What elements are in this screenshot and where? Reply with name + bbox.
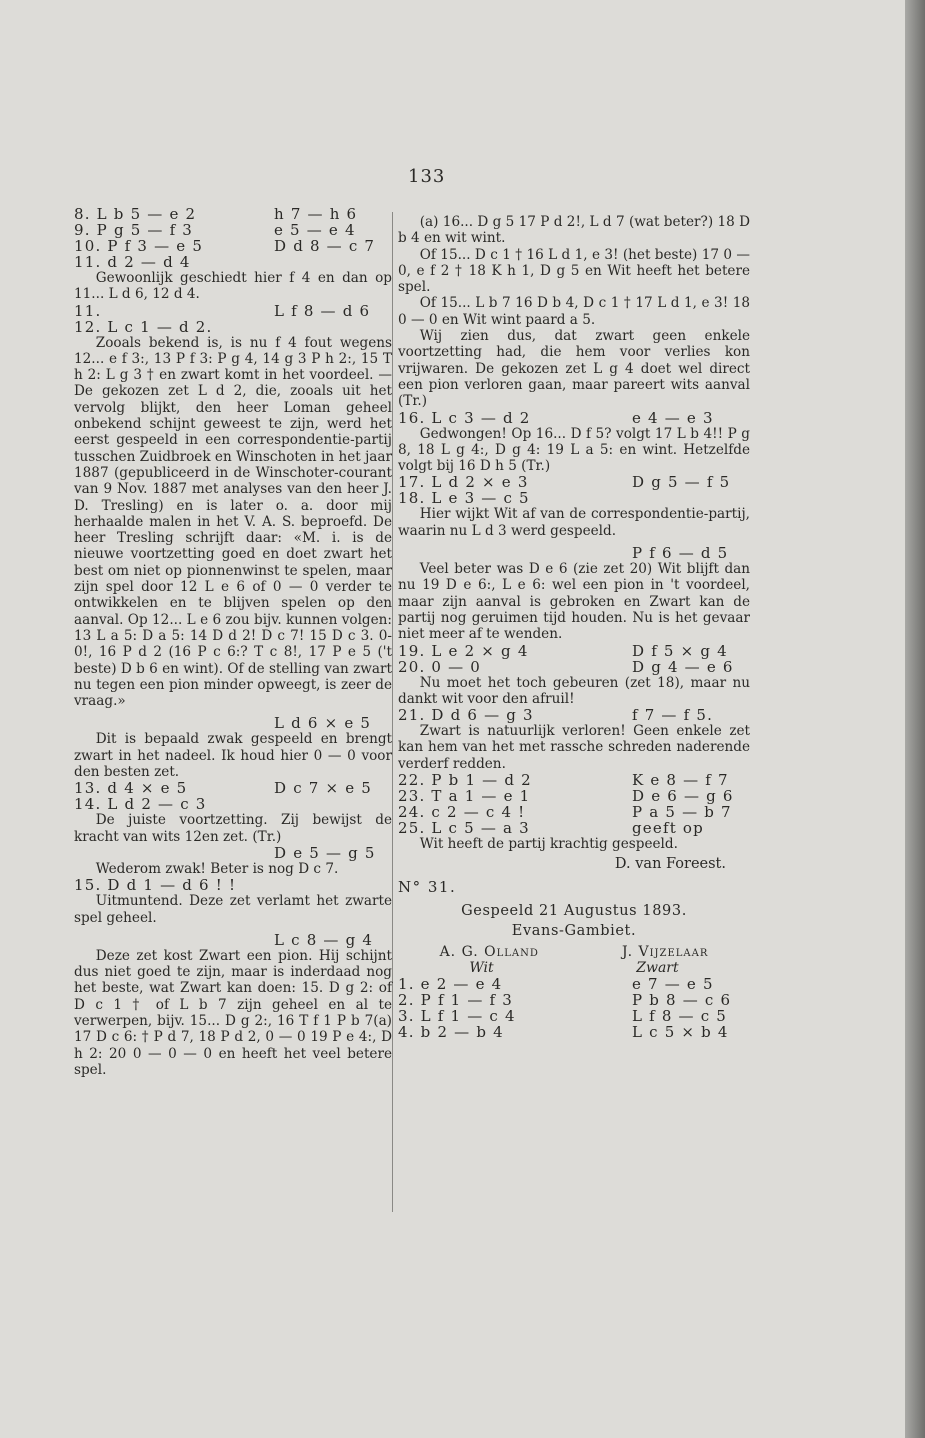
move-line: 16. L c 3 — d 2 e 4 — e 3: [398, 408, 714, 427]
annotation: Deze zet kost Zwart een pion. Hij schijnt dus niet goed te zijn, maar is inderdaad nog het beste, wat Zwart kan doen: 15. D g 2: of D c 1 † of L b 7 zijn geheel en al te verwerpen, bijv. 15... D g 2:, 16 T f 1 P b 7(a) 17 D c 6: † P d 7, 18 P d 2, 0 — 0 19 P e 4:, D h 2: 20 0 — 0 — 0 en heeft het veel betere spel.: [74, 947, 392, 1078]
annotation: Of 15... D c 1 † 16 L d 1, e 3! (het beste) 17 0 — 0, e f 2 † 18 K h 1, D g 5 en Wit heeft het betere spel.: [398, 246, 750, 296]
move-line: L c 8 — g 4: [274, 930, 374, 949]
move-line: L d 6 × e 5: [274, 714, 372, 733]
black-player: J. Vijzelaar: [622, 943, 709, 960]
annotation: Gewoonlijk geschiedt hier f 4 en dan op 11... L d 6, 12 d 4.: [74, 270, 392, 303]
annotation: Gedwongen! Op 16... D f 5? volgt 17 L b 4!! P g 8, 18 L g 4:, D g 4: 19 L a 5: en wint. Hetzelfde volgt bij 16 D h 5 (Tr.): [398, 425, 750, 475]
annotation: Of 15... L b 7 16 D b 4, D c 1 † 17 L d 1, e 3! 18 0 — 0 en Wit wint paard a 5.: [398, 295, 750, 328]
annotation: (a) 16... D g 5 17 P d 2!, L d 7 (wat beter?) 18 D b 4 en wit wint.: [398, 214, 750, 247]
annotation: Wij zien dus, dat zwart geen enkele voortzetting had, die hem voor verlies kon vrijwaren. De gekozen zet L g 4 doet wel direct een pion verloren gaan, maar pareert wits aanval (Tr.): [398, 328, 750, 410]
move-line: 21. D d 6 — g 3 f 7 — f 5.: [398, 706, 714, 725]
move-line: 23. T a 1 — e 1 D e 6 — g 6: [398, 787, 734, 806]
black-label: Zwart: [636, 959, 679, 976]
move-line: 8. L b 5 — e 2 h 7 — h 6: [74, 205, 358, 223]
move-line: 25. L c 5 — a 3 geeft op: [398, 819, 704, 838]
move-line: 19. L e 2 × g 4 D f 5 × g 4: [398, 641, 728, 660]
annotation: Veel beter was D e 6 (zie zet 20) Wit blijft dan nu 19 D e 6:, L e 6: wel een pion in 't voordeel, maar zijn aanval is gebroken en Zwart kan de partij nog geruimen tijd houden. Nu is het gevaar niet meer af te wenden.: [398, 561, 750, 643]
annotation: Wederom zwak! Beter is nog D c 7.: [95, 860, 339, 877]
annotation: Uitmuntend. Deze zet verlamt het zwarte spel geheel.: [74, 893, 392, 926]
move-line: P f 6 — d 5: [632, 544, 729, 563]
move-line: 3. L f 1 — c 4 L f 8 — c 5: [398, 1007, 728, 1026]
move-line: 18. L e 3 — c 5: [398, 489, 530, 508]
move-line: 10. P f 3 — e 5 D d 8 — c 7: [74, 237, 376, 255]
move-line: 2. P f 1 — f 3 P b 8 — c 6: [398, 991, 732, 1010]
annotation: Wit heeft de partij krachtig gespeeld.: [419, 836, 678, 853]
annotation: Zwart is natuurlijk verloren! Geen enkele zet kan hem van het met rassche schreden naderende verderf redden.: [398, 723, 750, 772]
move-line: 11. L f 8 — d 6: [74, 301, 371, 320]
left-column: [74, 206, 392, 1078]
column-divider: [392, 212, 393, 1212]
annotation: De juiste voortzetting. Zij bewijst de kracht van wits 12en zet. (Tr.): [74, 812, 392, 845]
players-header: [398, 944, 750, 960]
move-line: 1. e 2 — e 4 e 7 — e 5: [398, 975, 714, 994]
move-line: 17. L d 2 × e 3 D g 5 — f 5: [398, 473, 731, 492]
move-line: 4. b 2 — b 4 L c 5 × b 4: [398, 1023, 729, 1042]
color-header: [398, 960, 750, 976]
opening-name: Evans-Gambiet.: [511, 923, 637, 940]
move-line: 11. d 2 — d 4: [74, 253, 191, 271]
annotation: Dit is bepaald zwak gespeeld en brengt zwart in het nadeel. Ik houd hier 0 — 0 voor den besten zet.: [74, 731, 392, 781]
move-line: 13. d 4 × e 5 D c 7 × e 5: [74, 779, 372, 798]
annotation: Hier wijkt Wit af van de correspondentie-partij, waarin nu L d 3 werd gespeeld.: [398, 506, 750, 539]
move-line: 12. L c 1 — d 2.: [74, 317, 213, 336]
signature: D. van Foreest.: [614, 856, 726, 873]
move-line: D e 5 — g 5: [274, 843, 376, 862]
page-edge: [905, 0, 925, 1438]
move-line: 22. P b 1 — d 2 K e 8 — f 7: [398, 771, 729, 790]
game-date: Gespeeld 21 Augustus 1893.: [461, 902, 687, 919]
annotation: Nu moet het toch gebeuren (zet 18), maar nu dankt wit voor den afruil!: [398, 674, 750, 707]
move-line: 9. P g 5 — f 3 e 5 — e 4: [74, 221, 356, 239]
page-number: 133: [408, 166, 446, 187]
annotation: Zooals bekend is, is nu f 4 fout wegens 12... e f 3:, 13 P f 3: P g 4, 14 g 3 P h 2:, 15 T h 2: L g 3 † en zwart komt in het voordeel. — De gekozen zet L d 2, die, zooals uit het vervolg blijkt, den heer Loman geheel onbekend schijnt geweest te zijn, werd het eerst gespeeld in een correspondentie-partij tusschen Zuidbroek en Winschoten in het jaar 1887 (gepubliceerd in de Winschoter-courant van 9 Nov. 1887 met analyses van den heer J. D. Tresling) en is later o. a. door mij herhaalde malen in het V. A. S. beproefd. De heer Tresling schrijft daar: «M. i. is de nieuwe voortzetting goed en doet zwart het best om niet op pionnenwinst te spelen, maar zijn spel door 12 L e 6 of 0 — 0 verder te ontwikkelen en te blijven spelen op den aanval. Op 12... L e 6 zou bijv. kunnen volgen: 13 L a 5: D a 5: 14 D d 2! D c 7! 15 D c 3. 0-0!, 16 P d 2 (16 P c 6:? T c 8!, 17 P e 5 ('t beste) D b 6 en wint). Of de stelling van zwart nu tegen een pion minder opweegt, is zeer de vraag.»: [74, 334, 392, 710]
move-line: 15. D d 1 — d 6 ! !: [74, 876, 237, 895]
move-line: 14. L d 2 — c 3: [74, 795, 207, 814]
move-line: 24. c 2 — c 4 ! P a 5 — b 7: [398, 803, 732, 822]
white-label: Wit: [469, 959, 494, 976]
white-player: A. G. Olland: [439, 943, 539, 960]
right-column: [398, 214, 750, 1040]
game-number: N° 31.: [398, 877, 457, 896]
move-line: 20. 0 — 0 D g 4 — e 6: [398, 657, 734, 676]
